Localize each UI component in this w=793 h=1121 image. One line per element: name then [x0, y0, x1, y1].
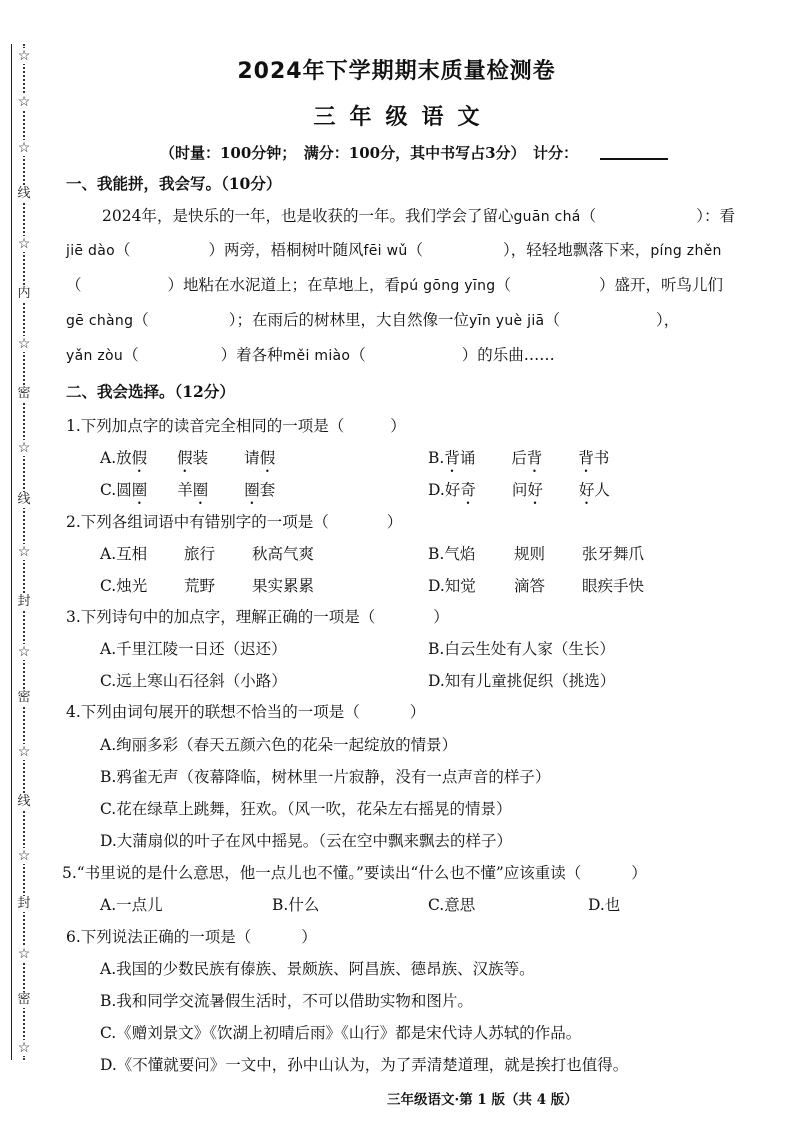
- seal-star-icon: ☆: [13, 644, 35, 660]
- line-text: ）盛开，听鸟儿们: [598, 276, 723, 294]
- line-text: （: [114, 241, 131, 259]
- question-3: [66, 605, 449, 627]
- q4-option-c[interactable]: C.花在绿草上跳舞，狂欢。（风一吹，花朵左右摇晃的情景）: [100, 800, 512, 818]
- pinyin: měi miào: [282, 348, 351, 364]
- option-text: 滴答: [514, 577, 546, 595]
- question-stem: ）: [433, 608, 449, 626]
- q3-option-d[interactable]: D.知有儿童挑促织（挑选）: [428, 672, 616, 690]
- option-text: 问: [511, 481, 528, 499]
- pinyin-line-2: [66, 240, 722, 261]
- question-stem: 4.下列由词句展开的联想不恰当的一项是（: [66, 703, 360, 721]
- pinyin: jiē dào: [66, 243, 115, 259]
- question-stem: 1.下列加点字的读音完全相同的一项是（: [66, 417, 345, 435]
- option-text: 请: [244, 449, 260, 467]
- dotted-char: 背: [444, 449, 460, 467]
- pinyin: yǎn zòu: [66, 348, 124, 364]
- seal-star-icon: ☆: [13, 1040, 35, 1056]
- line-text: （: [123, 346, 139, 364]
- question-stem: ）: [386, 513, 403, 531]
- q2-option-b[interactable]: [428, 542, 644, 564]
- question-stem: 2.下列各组词语中有错别字的一项是（: [66, 513, 329, 531]
- pinyin: guān chá: [513, 209, 581, 225]
- seal-star-icon: ☆: [13, 140, 35, 156]
- seal-star-icon: ☆: [13, 946, 35, 962]
- line-text: （: [66, 276, 82, 294]
- dotted-char: 假: [177, 449, 193, 467]
- dotted-char: 背: [526, 449, 543, 467]
- option-text: 张牙舞爪: [582, 545, 645, 563]
- exam-meta-text: （时量：100分钟； 满分：100分，其中书写占3分） 计分：: [160, 144, 579, 162]
- option-text: C.圆: [100, 481, 132, 499]
- seal-star-icon: ☆: [13, 440, 35, 456]
- section2-heading: 二、我会选择。（12分）: [66, 382, 235, 401]
- line-text: （: [580, 207, 597, 225]
- option-gap: [475, 446, 511, 468]
- line-text: 2024年，是快乐的一年，也是收获的一年。我们学会了留心: [102, 207, 514, 225]
- option-text: 荒野: [184, 577, 216, 595]
- seal-char: 线: [13, 794, 35, 810]
- seal-star-icon: ☆: [13, 744, 35, 760]
- option-gap: [147, 478, 177, 500]
- option-text: 规则: [514, 545, 546, 563]
- option-text: 后: [511, 449, 527, 467]
- pinyin-line-3: [66, 275, 723, 296]
- exam-title: 2024年下学期期末质量检测卷: [237, 59, 556, 84]
- question-stem: 5.“书里说的是什么意思，他一点儿也不懂。”要读出“什么也不懂”应该重读（: [62, 864, 582, 882]
- option-gap: [147, 446, 177, 468]
- q3-option-a[interactable]: A.千里江陵一日还（迟还）: [100, 640, 287, 658]
- option-gap: [542, 446, 578, 468]
- option-text: A.互相: [100, 545, 148, 563]
- option-text: 旅行: [184, 545, 216, 563]
- q5-option-d[interactable]: D.也: [588, 896, 621, 914]
- dotted-char: 好: [578, 481, 595, 499]
- line-text: （: [495, 276, 511, 294]
- dotted-char: 圈: [244, 481, 260, 499]
- q6-option-c[interactable]: C.《赠刘景文》《饮湖上初晴后雨》《山行》都是宋代诗人苏轼的作品。: [100, 1024, 582, 1042]
- option-gap: [476, 478, 512, 500]
- seal-char: 线: [13, 492, 35, 508]
- line-text: ），轻轻地飘落下来，: [503, 241, 651, 259]
- pinyin-line-4: [66, 310, 679, 331]
- question-stem: ）: [409, 703, 426, 721]
- question-stem: ）: [631, 864, 647, 882]
- seal-star-icon: ☆: [13, 94, 35, 110]
- question-stem: 3.下列诗句中的加点字，理解正确的一项是（: [66, 608, 376, 626]
- pinyin: gē chàng: [66, 313, 134, 329]
- option-text: 人: [594, 481, 610, 499]
- q4-option-d[interactable]: D.大蒲扇似的叶子在风中摇晃。（云在空中飘来飘去的样子）: [100, 832, 513, 850]
- q2-option-d[interactable]: [428, 574, 644, 596]
- dotted-char: 假: [259, 449, 276, 467]
- seal-star-icon: ☆: [13, 336, 35, 352]
- dotted-char: 假: [131, 449, 148, 467]
- option-text: 果实累累: [252, 577, 315, 595]
- question-4: [66, 700, 425, 722]
- seal-line: [8, 44, 38, 1060]
- question-stem: ）: [301, 928, 317, 946]
- seal-char: 内: [13, 286, 35, 302]
- dotted-char: 圈: [131, 481, 148, 499]
- option-gap: [208, 446, 244, 468]
- option-text: B.气焰: [428, 545, 476, 563]
- seal-char: 线: [13, 186, 35, 202]
- q5-option-c[interactable]: C.意思: [428, 896, 476, 914]
- line-text: ）；在雨后的树林里，大自然像一位: [228, 311, 470, 329]
- dotted-char: 好: [527, 481, 543, 499]
- q6-option-a[interactable]: A.我国的少数民族有傣族、景颇族、阿昌族、德昂族、汉族等。: [100, 960, 535, 978]
- seal-char: 密: [13, 386, 35, 402]
- page-footer: 三年级语文·第 1 版（共 4 版）: [387, 1092, 578, 1108]
- option-text: A.放: [100, 449, 132, 467]
- option-text: 装: [192, 449, 209, 467]
- pinyin-line-5: [66, 345, 555, 366]
- line-text: ）两旁，梧桐树叶随风: [208, 241, 364, 259]
- option-gap: [208, 478, 244, 500]
- line-text: ），: [655, 311, 680, 329]
- pinyin-line-1: [102, 206, 735, 227]
- q5-option-b[interactable]: B.什么: [272, 896, 320, 914]
- seal-char: 密: [13, 992, 35, 1008]
- seal-star-icon: ☆: [13, 236, 35, 252]
- q4-option-b[interactable]: B.鸦雀无声（夜幕降临，树林里一片寂静，没有一点声音的样子）: [100, 768, 551, 786]
- seal-char: 封: [13, 594, 35, 610]
- line-text: ）：看: [696, 207, 735, 225]
- question-5: [62, 861, 647, 883]
- option-text: D.知觉: [428, 577, 476, 595]
- line-text: （: [133, 311, 149, 329]
- line-text: （: [544, 311, 560, 329]
- seal-char: 封: [13, 896, 35, 912]
- q1-option-c[interactable]: [100, 478, 275, 508]
- question-stem: ）: [390, 417, 406, 435]
- line-text: ）地粘在水泥道上；在草地上，看: [167, 276, 401, 294]
- pinyin: yīn yuè jiā: [469, 313, 545, 329]
- option-text: 诵: [459, 449, 476, 467]
- seal-char: 密: [13, 690, 35, 706]
- q1-option-a[interactable]: [100, 446, 275, 476]
- q2-option-c[interactable]: [100, 574, 314, 596]
- pinyin: píng zhěn: [650, 243, 722, 259]
- dotted-char: 奇: [460, 481, 476, 499]
- seal-star-icon: ☆: [13, 848, 35, 864]
- q6-option-d[interactable]: D.《不懂就要问》一文中，孙中山认为，为了弄清楚道理，就是挨打也值得。: [100, 1056, 629, 1074]
- pinyin: pú gōng yīng: [400, 278, 496, 294]
- seal-star-icon: ☆: [13, 48, 35, 64]
- dotted-char: 背: [578, 449, 594, 467]
- q5-option-a[interactable]: A.一点儿: [100, 896, 163, 914]
- line-text: （: [407, 241, 424, 259]
- question-stem: 6.下列说法正确的一项是（: [66, 928, 252, 946]
- option-text: 秋高气爽: [252, 545, 315, 563]
- option-text: C.烛光: [100, 577, 148, 595]
- line-text: ）着各种: [220, 346, 283, 364]
- exam-subject: 三年级语文: [313, 105, 494, 130]
- option-text: 羊: [177, 481, 193, 499]
- line-text: ）的乐曲……: [461, 346, 555, 364]
- question-2: [66, 510, 402, 532]
- q3-option-c[interactable]: C.远上寒山石径斜（小路）: [100, 672, 287, 690]
- option-text: 套: [259, 481, 276, 499]
- seal-rule: [11, 44, 12, 1060]
- option-text: D.好: [428, 481, 461, 499]
- q2-option-a[interactable]: [100, 542, 314, 564]
- question-1: [66, 414, 406, 436]
- dotted-char: 圈: [192, 481, 209, 499]
- pinyin: fēi wǔ: [363, 243, 408, 259]
- section1-heading: 一、我能拼，我会写。（10分）: [66, 174, 282, 193]
- option-text: 眼疾手快: [582, 577, 645, 595]
- q1-option-d[interactable]: [428, 478, 610, 508]
- line-text: （: [350, 346, 366, 364]
- q3-option-b[interactable]: B.白云生处有人家（生长）: [428, 640, 615, 658]
- q4-option-a[interactable]: A.绚丽多彩（春天五颜六色的花朵一起绽放的情景）: [100, 736, 458, 754]
- seal-star-icon: ☆: [13, 544, 35, 560]
- q1-option-b[interactable]: [428, 446, 609, 476]
- q6-option-b[interactable]: B.我和同学交流暑假生活时，不可以借助实物和图片。: [100, 992, 473, 1010]
- score-blank[interactable]: [600, 158, 668, 160]
- option-text: B.: [428, 449, 445, 467]
- option-gap: [543, 478, 579, 500]
- question-6: [66, 925, 317, 947]
- option-text: 书: [593, 449, 610, 467]
- exam-meta: [160, 142, 668, 163]
